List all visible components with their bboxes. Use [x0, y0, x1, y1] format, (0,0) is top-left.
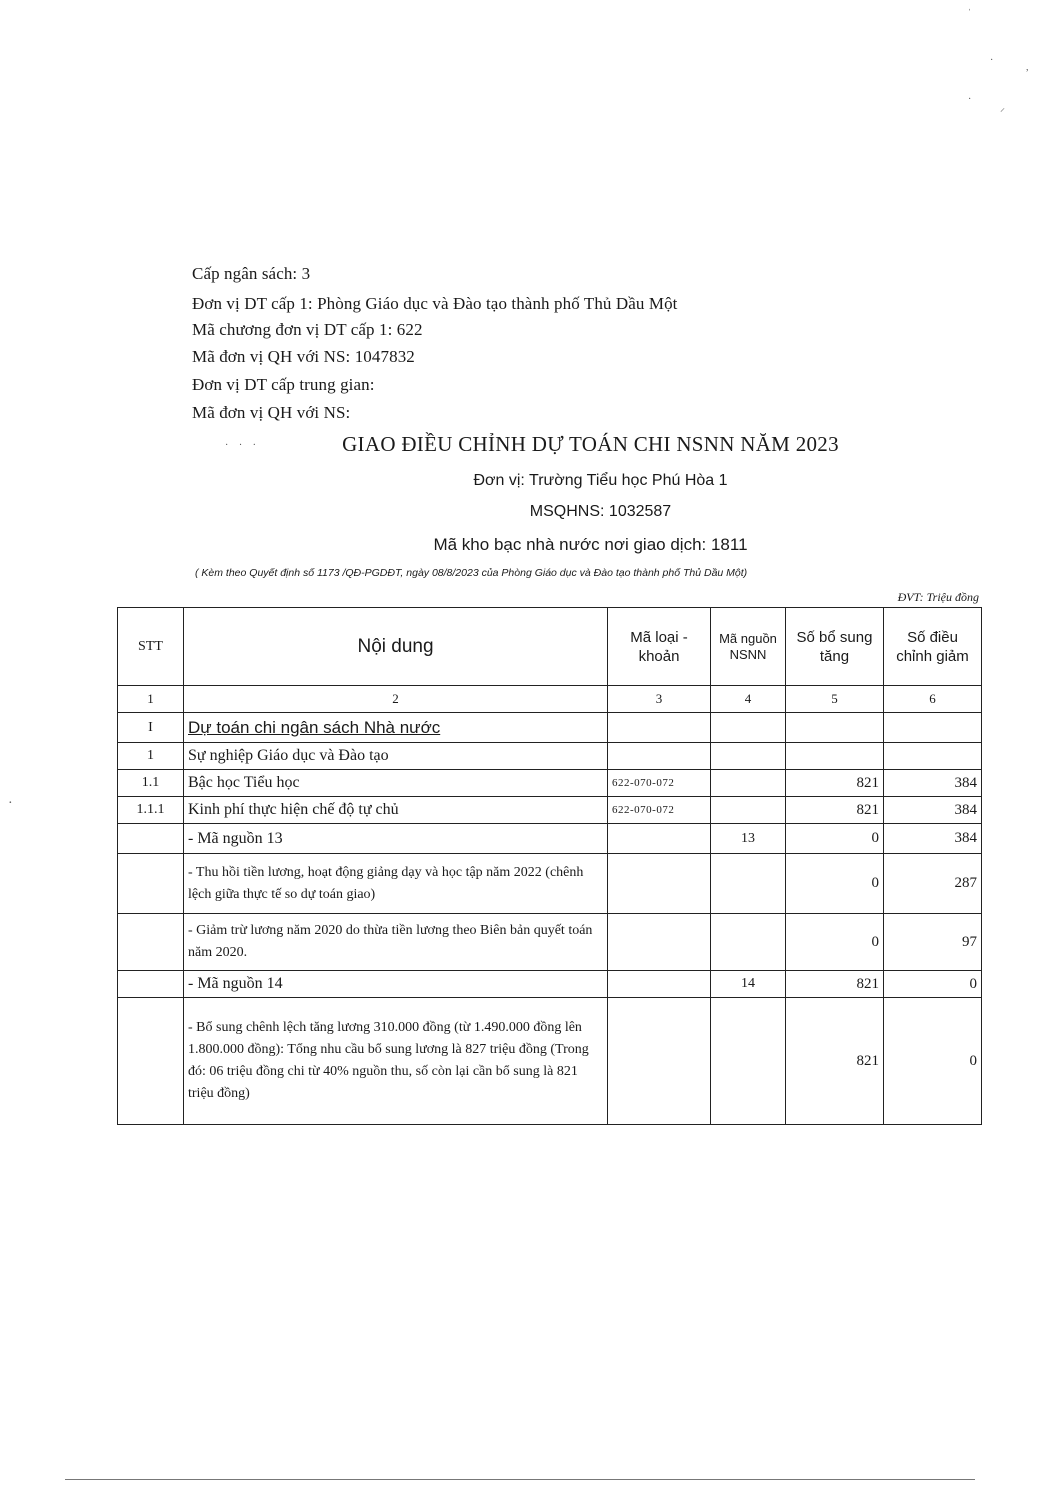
table-row: [118, 743, 982, 770]
row-code: [608, 971, 711, 998]
row-decrease: 0: [884, 998, 982, 1125]
row-decrease: 384: [884, 797, 982, 824]
header-decrease: Số điều chỉnh giảm: [884, 608, 982, 686]
scan-speck: ,: [1026, 62, 1029, 73]
index-cell: 5: [786, 686, 884, 713]
row-stt: [118, 971, 184, 998]
index-cell: 6: [884, 686, 982, 713]
row-code: [608, 824, 711, 854]
row-increase: 0: [786, 824, 884, 854]
header-content: Nội dung: [184, 608, 608, 686]
decision-reference: ( Kèm theo Quyết định số 1173 /QĐ-PGDĐT, ngày 08/8/2023 của Phòng Giáo dục và Đào tạo thành phố Thủ Dầu Một): [195, 567, 748, 579]
row-stt: 1: [118, 743, 184, 770]
row-increase: [786, 743, 884, 770]
bottom-rule: [65, 1479, 975, 1480]
table-row: [118, 824, 982, 854]
row-code: 622-070-072: [608, 770, 711, 797]
row-code: [608, 998, 711, 1125]
row-stt: 1.1: [118, 770, 184, 797]
table-row: [118, 770, 982, 797]
row-code: 622-070-072: [608, 797, 711, 824]
row-content: Dự toán chi ngân sách Nhà nước: [184, 713, 608, 743]
document-title-text: GIAO ĐIỀU CHỈNH DỰ TOÁN CHI NSNN NĂM 2023: [342, 432, 839, 456]
row-content: Kinh phí thực hiện chế độ tự chủ: [184, 797, 608, 824]
header-increase: Số bổ sung tăng: [786, 608, 884, 686]
row-increase: 821: [786, 971, 884, 998]
table-row: [118, 914, 982, 971]
intermediate-relation-code: Mã đơn vị QH với NS:: [192, 403, 351, 422]
header-stt: STT: [118, 608, 184, 686]
index-cell: 1: [118, 686, 184, 713]
row-code: [608, 713, 711, 743]
row-stt: [118, 998, 184, 1125]
index-cell: 3: [608, 686, 711, 713]
scan-speck: ·: [968, 94, 972, 105]
row-content: - Mã nguồn 14: [184, 971, 608, 998]
row-source: [711, 797, 786, 824]
row-content: - Mã nguồn 13: [184, 824, 608, 854]
table-row: [118, 971, 982, 998]
row-code: [608, 854, 711, 914]
msqhns: MSQHNS: 1032587: [529, 503, 672, 520]
row-increase: 821: [786, 797, 884, 824]
row-content: Bậc học Tiểu học: [184, 770, 608, 797]
table-header-row: [118, 608, 982, 686]
relation-code: Mã đơn vị QH với NS: 1047832: [192, 347, 415, 366]
scan-speck: · · ·: [225, 440, 260, 451]
row-code: [608, 914, 711, 971]
row-content: - Giảm trừ lương năm 2020 do thừa tiền lương theo Biên bản quyết toán năm 2020.: [184, 914, 608, 971]
level1-unit: Đơn vị DT cấp 1: Phòng Giáo dục và Đào tạo thành phố Thủ Dầu Một: [192, 294, 678, 313]
row-source: [711, 770, 786, 797]
table-row: [118, 854, 982, 914]
row-source: [711, 743, 786, 770]
row-source: [711, 854, 786, 914]
document-title: [0, 432, 1061, 457]
row-decrease: 0: [884, 971, 982, 998]
row-decrease: [884, 743, 982, 770]
scan-speck: ⸝: [1000, 103, 1005, 114]
row-code: [608, 743, 711, 770]
row-source: [711, 998, 786, 1125]
row-source: 14: [711, 971, 786, 998]
budget-table: [117, 607, 982, 1125]
scan-speck: ˈ: [968, 8, 972, 19]
row-decrease: 97: [884, 914, 982, 971]
row-source: 13: [711, 824, 786, 854]
row-decrease: 384: [884, 824, 982, 854]
row-content: - Thu hồi tiền lương, hoạt động giảng dạy và học tập năm 2022 (chênh lệch giữa thực tế so dự toán giao): [184, 854, 608, 914]
row-source: [711, 914, 786, 971]
table-index-row: [118, 686, 982, 713]
row-decrease: 384: [884, 770, 982, 797]
row-increase: 821: [786, 998, 884, 1125]
row-increase: 821: [786, 770, 884, 797]
scan-speck: ·: [8, 796, 13, 811]
intermediate-unit: Đơn vị DT cấp trung gian:: [192, 375, 375, 394]
row-stt: [118, 914, 184, 971]
row-increase: 0: [786, 914, 884, 971]
index-cell: 2: [184, 686, 608, 713]
row-decrease: 287: [884, 854, 982, 914]
treasury-code: Mã kho bạc nhà nước nơi giao dịch: 1811: [433, 535, 748, 554]
index-cell: 4: [711, 686, 786, 713]
table-row: [118, 713, 982, 743]
scan-speck: ·: [990, 55, 994, 66]
row-content: Sự nghiệp Giáo dục và Đào tạo: [184, 743, 608, 770]
row-stt: I: [118, 713, 184, 743]
row-stt: [118, 824, 184, 854]
header-source: Mã nguồn NSNN: [711, 608, 786, 686]
budget-level: Cấp ngân sách: 3: [192, 264, 311, 283]
row-decrease: [884, 713, 982, 743]
table-row: [118, 797, 982, 824]
row-source: [711, 713, 786, 743]
table-row: [118, 998, 982, 1125]
header-code: Mã loại - khoản: [608, 608, 711, 686]
row-stt: [118, 854, 184, 914]
unit-name: Đơn vị: Trường Tiểu học Phú Hòa 1: [473, 472, 728, 489]
row-stt: 1.1.1: [118, 797, 184, 824]
level1-chapter-code: Mã chương đơn vị DT cấp 1: 622: [192, 320, 423, 339]
row-increase: [786, 713, 884, 743]
row-content: - Bổ sung chênh lệch tăng lương 310.000 đồng (từ 1.490.000 đồng lên 1.800.000 đồng): Tổng nhu cầu bổ sung lương là 827 triệu đồng (Trong đó: 06 triệu đồng chi từ 40% nguồn thu, số còn lại cần bổ sung là 821 triệu đồng): [184, 998, 608, 1125]
currency-unit: ĐVT: Triệu đồng: [897, 590, 979, 604]
row-increase: 0: [786, 854, 884, 914]
